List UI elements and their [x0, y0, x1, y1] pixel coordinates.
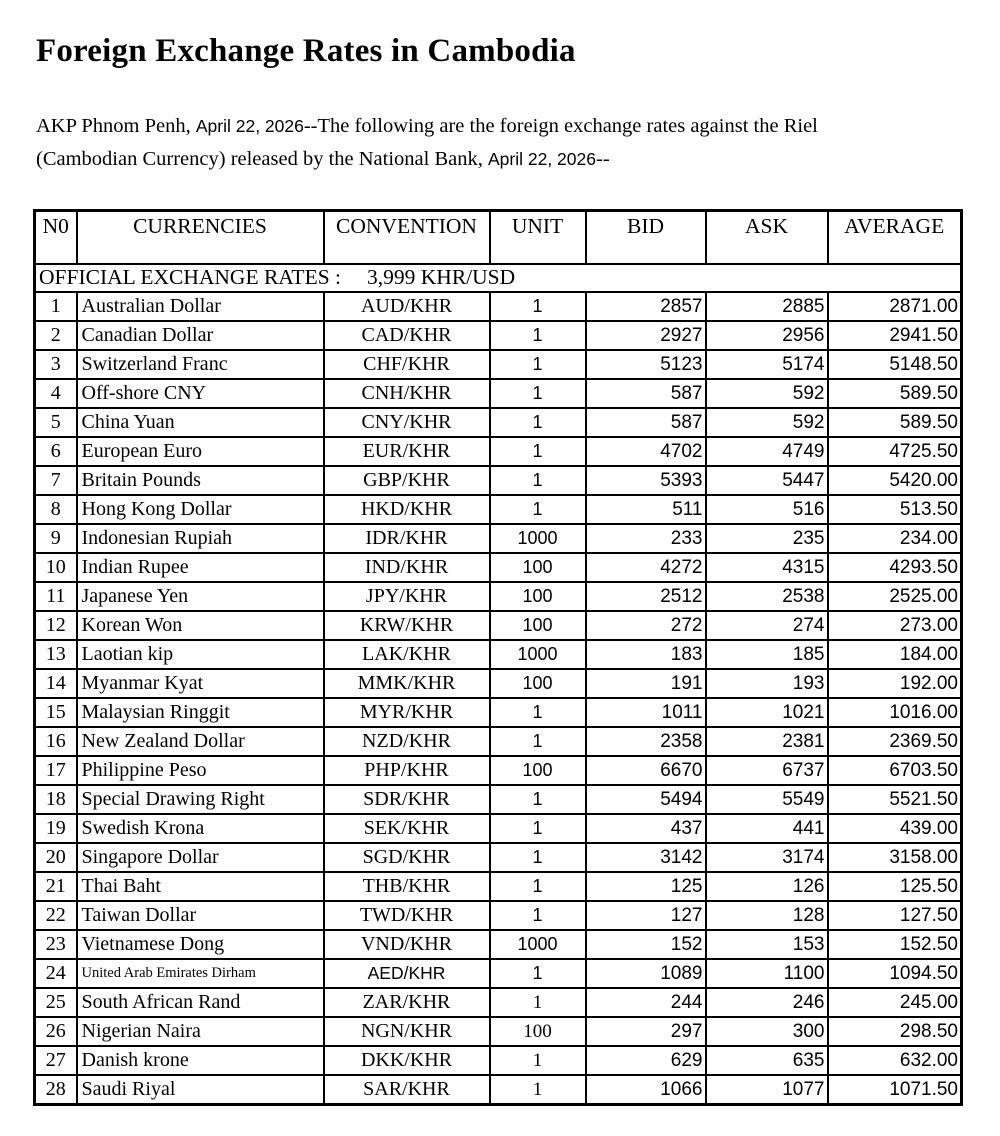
cell-bid: 4702 [586, 437, 706, 466]
cell-convention: SAR/KHR [324, 1075, 490, 1105]
cell-convention: KRW/KHR [324, 611, 490, 640]
cell-ask: 1100 [706, 959, 828, 988]
caption-label: OFFICIAL EXCHANGE RATES : [39, 265, 342, 289]
cell-currency: Switzerland Franc [77, 350, 324, 379]
cell-no: 2 [35, 321, 77, 350]
cell-convention: CNY/KHR [324, 408, 490, 437]
cell-bid: 1066 [586, 1075, 706, 1105]
cell-ask: 2956 [706, 321, 828, 350]
table-row [35, 1075, 962, 1105]
cell-unit: 1 [490, 350, 586, 379]
cell-unit: 100 [490, 669, 586, 698]
cell-no: 18 [35, 785, 77, 814]
cell-convention: NZD/KHR [324, 727, 490, 756]
cell-convention: MMK/KHR [324, 669, 490, 698]
table-row [35, 640, 962, 669]
cell-convention: IDR/KHR [324, 524, 490, 553]
cell-average: 3158.00 [828, 843, 962, 872]
cell-no: 9 [35, 524, 77, 553]
cell-no: 21 [35, 872, 77, 901]
table-row [35, 321, 962, 350]
cell-no: 12 [35, 611, 77, 640]
cell-convention: GBP/KHR [324, 466, 490, 495]
cell-average: 6703.50 [828, 756, 962, 785]
cell-unit: 1 [490, 1075, 586, 1105]
cell-currency: China Yuan [77, 408, 324, 437]
cell-average: 1094.50 [828, 959, 962, 988]
table-row [35, 988, 962, 1017]
cell-ask: 592 [706, 379, 828, 408]
cell-unit: 1 [490, 988, 586, 1017]
cell-no: 25 [35, 988, 77, 1017]
intro-text: -- [596, 148, 610, 170]
cell-currency: Laotian kip [77, 640, 324, 669]
cell-bid: 437 [586, 814, 706, 843]
table-row [35, 437, 962, 466]
caption-value: 3,999 KHR/USD [367, 265, 516, 289]
cell-ask: 2538 [706, 582, 828, 611]
cell-unit: 1 [490, 292, 586, 321]
column-header-ask: ASK [706, 211, 828, 265]
cell-no: 7 [35, 466, 77, 495]
cell-ask: 300 [706, 1017, 828, 1046]
cell-currency: Danish krone [77, 1046, 324, 1075]
cell-average: 2871.00 [828, 292, 962, 321]
cell-ask: 6737 [706, 756, 828, 785]
cell-ask: 635 [706, 1046, 828, 1075]
cell-bid: 244 [586, 988, 706, 1017]
cell-average: 192.00 [828, 669, 962, 698]
cell-unit: 1 [490, 698, 586, 727]
cell-convention: AED/KHR [324, 959, 490, 988]
cell-convention: ZAR/KHR [324, 988, 490, 1017]
cell-bid: 2857 [586, 292, 706, 321]
cell-no: 23 [35, 930, 77, 959]
cell-average: 5148.50 [828, 350, 962, 379]
cell-unit: 1 [490, 437, 586, 466]
cell-bid: 629 [586, 1046, 706, 1075]
table-row [35, 698, 962, 727]
cell-no: 5 [35, 408, 77, 437]
intro-date: April 22, 2026 [195, 116, 304, 136]
table-row [35, 350, 962, 379]
cell-no: 8 [35, 495, 77, 524]
cell-currency: Malaysian Ringgit [77, 698, 324, 727]
cell-average: 632.00 [828, 1046, 962, 1075]
cell-convention: AUD/KHR [324, 292, 490, 321]
cell-convention: SGD/KHR [324, 843, 490, 872]
cell-average: 245.00 [828, 988, 962, 1017]
cell-bid: 272 [586, 611, 706, 640]
cell-no: 27 [35, 1046, 77, 1075]
cell-ask: 441 [706, 814, 828, 843]
cell-unit: 1 [490, 872, 586, 901]
cell-currency: Taiwan Dollar [77, 901, 324, 930]
cell-unit: 1 [490, 959, 586, 988]
cell-convention: MYR/KHR [324, 698, 490, 727]
cell-average: 2941.50 [828, 321, 962, 350]
cell-ask: 126 [706, 872, 828, 901]
cell-unit: 1 [490, 814, 586, 843]
cell-average: 273.00 [828, 611, 962, 640]
cell-no: 24 [35, 959, 77, 988]
cell-bid: 3142 [586, 843, 706, 872]
cell-bid: 5393 [586, 466, 706, 495]
cell-average: 152.50 [828, 930, 962, 959]
intro-paragraph [36, 110, 964, 176]
table-row [35, 379, 962, 408]
cell-currency: Korean Won [77, 611, 324, 640]
column-header-convention: CONVENTION [324, 211, 490, 265]
cell-currency: Off-shore CNY [77, 379, 324, 408]
table-row [35, 901, 962, 930]
cell-ask: 3174 [706, 843, 828, 872]
cell-ask: 592 [706, 408, 828, 437]
cell-currency: Saudi Riyal [77, 1075, 324, 1105]
page-title: Foreign Exchange Rates in Cambodia [36, 33, 576, 69]
cell-bid: 152 [586, 930, 706, 959]
cell-unit: 1000 [490, 930, 586, 959]
cell-bid: 587 [586, 379, 706, 408]
cell-unit: 1 [490, 727, 586, 756]
cell-currency: Indian Rupee [77, 553, 324, 582]
column-header-n0: N0 [35, 211, 77, 265]
table-row [35, 582, 962, 611]
cell-convention: EUR/KHR [324, 437, 490, 466]
cell-ask: 516 [706, 495, 828, 524]
table-row [35, 756, 962, 785]
cell-no: 17 [35, 756, 77, 785]
cell-bid: 587 [586, 408, 706, 437]
cell-bid: 297 [586, 1017, 706, 1046]
column-header-currencies: CURRENCIES [77, 211, 324, 265]
cell-convention: VND/KHR [324, 930, 490, 959]
cell-unit: 100 [490, 553, 586, 582]
cell-average: 127.50 [828, 901, 962, 930]
intro-date: April 22, 2026 [488, 149, 596, 169]
cell-unit: 1 [490, 466, 586, 495]
cell-bid: 183 [586, 640, 706, 669]
cell-average: 2369.50 [828, 727, 962, 756]
cell-bid: 127 [586, 901, 706, 930]
cell-average: 589.50 [828, 379, 962, 408]
cell-currency: South African Rand [77, 988, 324, 1017]
cell-unit: 1 [490, 785, 586, 814]
cell-currency: Thai Baht [77, 872, 324, 901]
exchange-rates-table [33, 209, 963, 1106]
table-row [35, 1017, 962, 1046]
cell-average: 234.00 [828, 524, 962, 553]
table-row [35, 1046, 962, 1075]
table-row [35, 408, 962, 437]
cell-currency: Canadian Dollar [77, 321, 324, 350]
cell-ask: 2885 [706, 292, 828, 321]
cell-no: 13 [35, 640, 77, 669]
cell-average: 439.00 [828, 814, 962, 843]
table-row [35, 872, 962, 901]
cell-no: 26 [35, 1017, 77, 1046]
cell-currency: New Zealand Dollar [77, 727, 324, 756]
intro-text: --The following are the foreign exchange rates against the Riel [303, 115, 818, 137]
cell-bid: 5123 [586, 350, 706, 379]
cell-no: 22 [35, 901, 77, 930]
cell-convention: PHP/KHR [324, 756, 490, 785]
cell-average: 184.00 [828, 640, 962, 669]
cell-no: 20 [35, 843, 77, 872]
cell-average: 1071.50 [828, 1075, 962, 1105]
cell-ask: 128 [706, 901, 828, 930]
cell-average: 589.50 [828, 408, 962, 437]
cell-currency: Japanese Yen [77, 582, 324, 611]
cell-no: 16 [35, 727, 77, 756]
cell-unit: 1 [490, 408, 586, 437]
table-header-row [35, 211, 962, 265]
cell-unit: 1 [490, 379, 586, 408]
cell-unit: 100 [490, 611, 586, 640]
column-header-average: AVERAGE [828, 211, 962, 265]
cell-ask: 5174 [706, 350, 828, 379]
column-header-bid: BID [586, 211, 706, 265]
cell-no: 3 [35, 350, 77, 379]
table-row [35, 843, 962, 872]
cell-ask: 5447 [706, 466, 828, 495]
cell-currency: Hong Kong Dollar [77, 495, 324, 524]
cell-bid: 511 [586, 495, 706, 524]
intro-text: (Cambodian Currency) released by the National Bank, [36, 148, 488, 170]
cell-ask: 246 [706, 988, 828, 1017]
table-row [35, 524, 962, 553]
cell-average: 4293.50 [828, 553, 962, 582]
cell-unit: 100 [490, 756, 586, 785]
intro-text: AKP Phnom Penh, [36, 115, 196, 137]
cell-currency: Special Drawing Right [77, 785, 324, 814]
cell-average: 513.50 [828, 495, 962, 524]
cell-ask: 193 [706, 669, 828, 698]
cell-bid: 5494 [586, 785, 706, 814]
cell-currency: Philippine Peso [77, 756, 324, 785]
cell-currency: Vietnamese Dong [77, 930, 324, 959]
cell-ask: 274 [706, 611, 828, 640]
table-row [35, 785, 962, 814]
cell-no: 11 [35, 582, 77, 611]
cell-average: 4725.50 [828, 437, 962, 466]
cell-no: 14 [35, 669, 77, 698]
cell-ask: 1077 [706, 1075, 828, 1105]
cell-unit: 1 [490, 1046, 586, 1075]
cell-ask: 4749 [706, 437, 828, 466]
cell-bid: 6670 [586, 756, 706, 785]
cell-bid: 1011 [586, 698, 706, 727]
table-row [35, 292, 962, 321]
table-row [35, 930, 962, 959]
cell-unit: 1 [490, 321, 586, 350]
cell-average: 2525.00 [828, 582, 962, 611]
cell-no: 10 [35, 553, 77, 582]
cell-bid: 2512 [586, 582, 706, 611]
cell-unit: 1000 [490, 640, 586, 669]
cell-ask: 235 [706, 524, 828, 553]
table-row [35, 553, 962, 582]
cell-convention: LAK/KHR [324, 640, 490, 669]
cell-no: 1 [35, 292, 77, 321]
cell-average: 5420.00 [828, 466, 962, 495]
cell-convention: CHF/KHR [324, 350, 490, 379]
cell-no: 15 [35, 698, 77, 727]
cell-currency: Myanmar Kyat [77, 669, 324, 698]
cell-no: 19 [35, 814, 77, 843]
cell-currency: Singapore Dollar [77, 843, 324, 872]
cell-unit: 1000 [490, 524, 586, 553]
cell-average: 298.50 [828, 1017, 962, 1046]
cell-ask: 153 [706, 930, 828, 959]
cell-currency: European Euro [77, 437, 324, 466]
table-row [35, 814, 962, 843]
cell-currency: Indonesian Rupiah [77, 524, 324, 553]
cell-average: 125.50 [828, 872, 962, 901]
cell-unit: 100 [490, 582, 586, 611]
table-row [35, 727, 962, 756]
cell-ask: 2381 [706, 727, 828, 756]
cell-convention: SDR/KHR [324, 785, 490, 814]
cell-bid: 125 [586, 872, 706, 901]
cell-ask: 185 [706, 640, 828, 669]
cell-currency: Australian Dollar [77, 292, 324, 321]
cell-ask: 4315 [706, 553, 828, 582]
cell-currency: Britain Pounds [77, 466, 324, 495]
table-row [35, 669, 962, 698]
cell-bid: 191 [586, 669, 706, 698]
cell-convention: DKK/KHR [324, 1046, 490, 1075]
cell-no: 6 [35, 437, 77, 466]
cell-bid: 4272 [586, 553, 706, 582]
cell-unit: 1 [490, 495, 586, 524]
cell-bid: 2927 [586, 321, 706, 350]
cell-ask: 5549 [706, 785, 828, 814]
cell-bid: 1089 [586, 959, 706, 988]
cell-currency: Nigerian Naira [77, 1017, 324, 1046]
table-caption [35, 264, 962, 292]
cell-convention: NGN/KHR [324, 1017, 490, 1046]
cell-no: 28 [35, 1075, 77, 1105]
cell-unit: 100 [490, 1017, 586, 1046]
cell-convention: SEK/KHR [324, 814, 490, 843]
cell-convention: JPY/KHR [324, 582, 490, 611]
cell-convention: THB/KHR [324, 872, 490, 901]
cell-convention: HKD/KHR [324, 495, 490, 524]
table-caption-row [35, 264, 962, 292]
cell-convention: TWD/KHR [324, 901, 490, 930]
cell-bid: 233 [586, 524, 706, 553]
cell-average: 1016.00 [828, 698, 962, 727]
cell-bid: 2358 [586, 727, 706, 756]
cell-unit: 1 [490, 901, 586, 930]
column-header-unit: UNIT [490, 211, 586, 265]
cell-unit: 1 [490, 843, 586, 872]
cell-currency: Swedish Krona [77, 814, 324, 843]
cell-convention: CNH/KHR [324, 379, 490, 408]
cell-convention: CAD/KHR [324, 321, 490, 350]
cell-no: 4 [35, 379, 77, 408]
cell-average: 5521.50 [828, 785, 962, 814]
table-row [35, 495, 962, 524]
cell-convention: IND/KHR [324, 553, 490, 582]
cell-ask: 1021 [706, 698, 828, 727]
cell-currency: United Arab Emirates Dirham [77, 959, 324, 988]
table-row [35, 959, 962, 988]
table-row [35, 466, 962, 495]
table-row [35, 611, 962, 640]
